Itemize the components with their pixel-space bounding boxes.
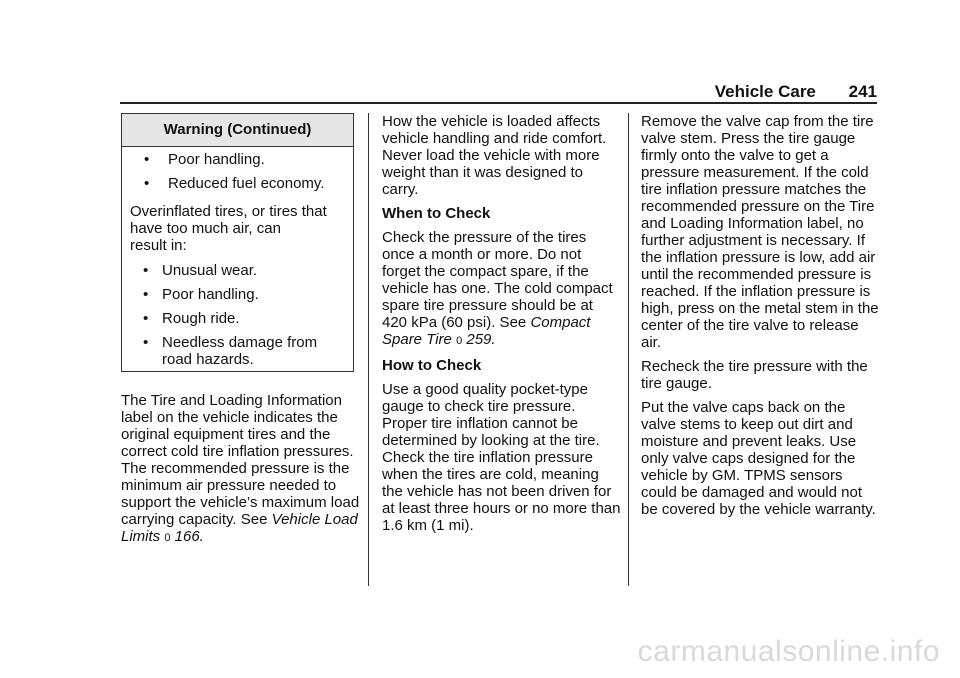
vehicle-load-limits-link[interactable]: Vehicle Load Limits [121, 511, 358, 545]
section-title: Vehicle Care [714, 82, 816, 101]
column-3 [641, 113, 881, 525]
column-divider [628, 113, 629, 586]
vehicle-load-limits-page[interactable]: 166. [174, 528, 204, 545]
bullet-icon: • [144, 175, 150, 192]
page-ref-icon: 0 [164, 532, 171, 544]
compact-spare-tire-page[interactable]: 259. [466, 331, 496, 348]
intro-paragraph: How the vehicle is loaded affects vehicle handling and ride comfort. Never load the vehicle with more weight than it was designed to carry. [382, 113, 607, 198]
warning-paragraph: Overinflated tires, or tires that have too much air, can result in: [130, 203, 327, 254]
warning-bullet: • Rough ride. [143, 310, 240, 327]
bullet-icon: • [143, 286, 149, 303]
valve-caps-paragraph: Put the valve caps back on the valve stems to keep out dirt and moisture and prevent leaks. Use only valve caps designed for the vehicle by GM. TPMS sensors could be damaged and would not be covered by the vehicle warranty. [641, 399, 876, 518]
watermark: carmanualsonline.info [637, 635, 940, 668]
page-ref-icon: 0 [456, 335, 463, 347]
warning-bullet: • Poor handling. [144, 151, 265, 168]
bullet-icon: • [143, 334, 149, 351]
header-rule [120, 102, 877, 104]
page-header [120, 82, 877, 102]
warning-bullet: • Unusual wear. [143, 262, 258, 279]
compact-spare-tire-link[interactable]: Compact Spare Tire [382, 314, 591, 348]
when-to-check-paragraph: Check the pressure of the tires once a month or more. Do not forget the compact spare, if the vehicle has one. The cold compact spare tire pressure should be at 420 kPa (60 psi). See Compact Spare Tire 0 259. [382, 229, 613, 348]
when-to-check-heading: When to Check [382, 205, 491, 222]
how-to-check-paragraph: Use a good quality pocket-type gauge to check tire pressure. Proper tire inflation cannot be determined by looking at the tire. Check the tire inflation pressure when the tires are cold, meaning the vehicle has not been driven for at least three hours or no more than 1.6 km (1 mi). [382, 381, 621, 534]
recheck-paragraph: Recheck the tire pressure with the tire gauge. [641, 358, 868, 392]
warning-body [122, 147, 353, 368]
column-2 [382, 113, 622, 541]
bullet-icon: • [143, 310, 149, 327]
column-divider [368, 113, 369, 586]
page-number: 241 [848, 82, 877, 101]
warning-box [121, 113, 354, 372]
warning-bullet: • Reduced fuel economy. [144, 175, 325, 192]
bullet-icon: • [144, 151, 150, 168]
warning-title: Warning (Continued) [122, 114, 353, 147]
how-to-check-heading: How to Check [382, 357, 482, 374]
column-1 [121, 392, 361, 554]
valve-cap-paragraph: Remove the valve cap from the tire valve stem. Press the tire gauge firmly onto the valve to get a pressure measurement. If the cold tire inflation pressure matches the recommended pressure on the Tire and Loading Information label, no further adjustment is necessary. If the inflation pressure is low, add air until the recommended pressure is reached. If the inflation pressure is high, press on the metal stem in the center of the tire valve to release air. [641, 113, 879, 351]
warning-bullet: • Needless damage from road hazards. [143, 334, 318, 368]
warning-bullet: • Poor handling. [143, 286, 259, 303]
tire-label-paragraph: The Tire and Loading Information label on the vehicle indicates the original equipment tires and the correct cold tire inflation pressures. The recommended pressure is the minimum air pressure needed to support the vehicle’s maximum load carrying capacity. See Vehicle Load Limits 0 166. [121, 392, 360, 545]
bullet-icon: • [143, 262, 149, 279]
